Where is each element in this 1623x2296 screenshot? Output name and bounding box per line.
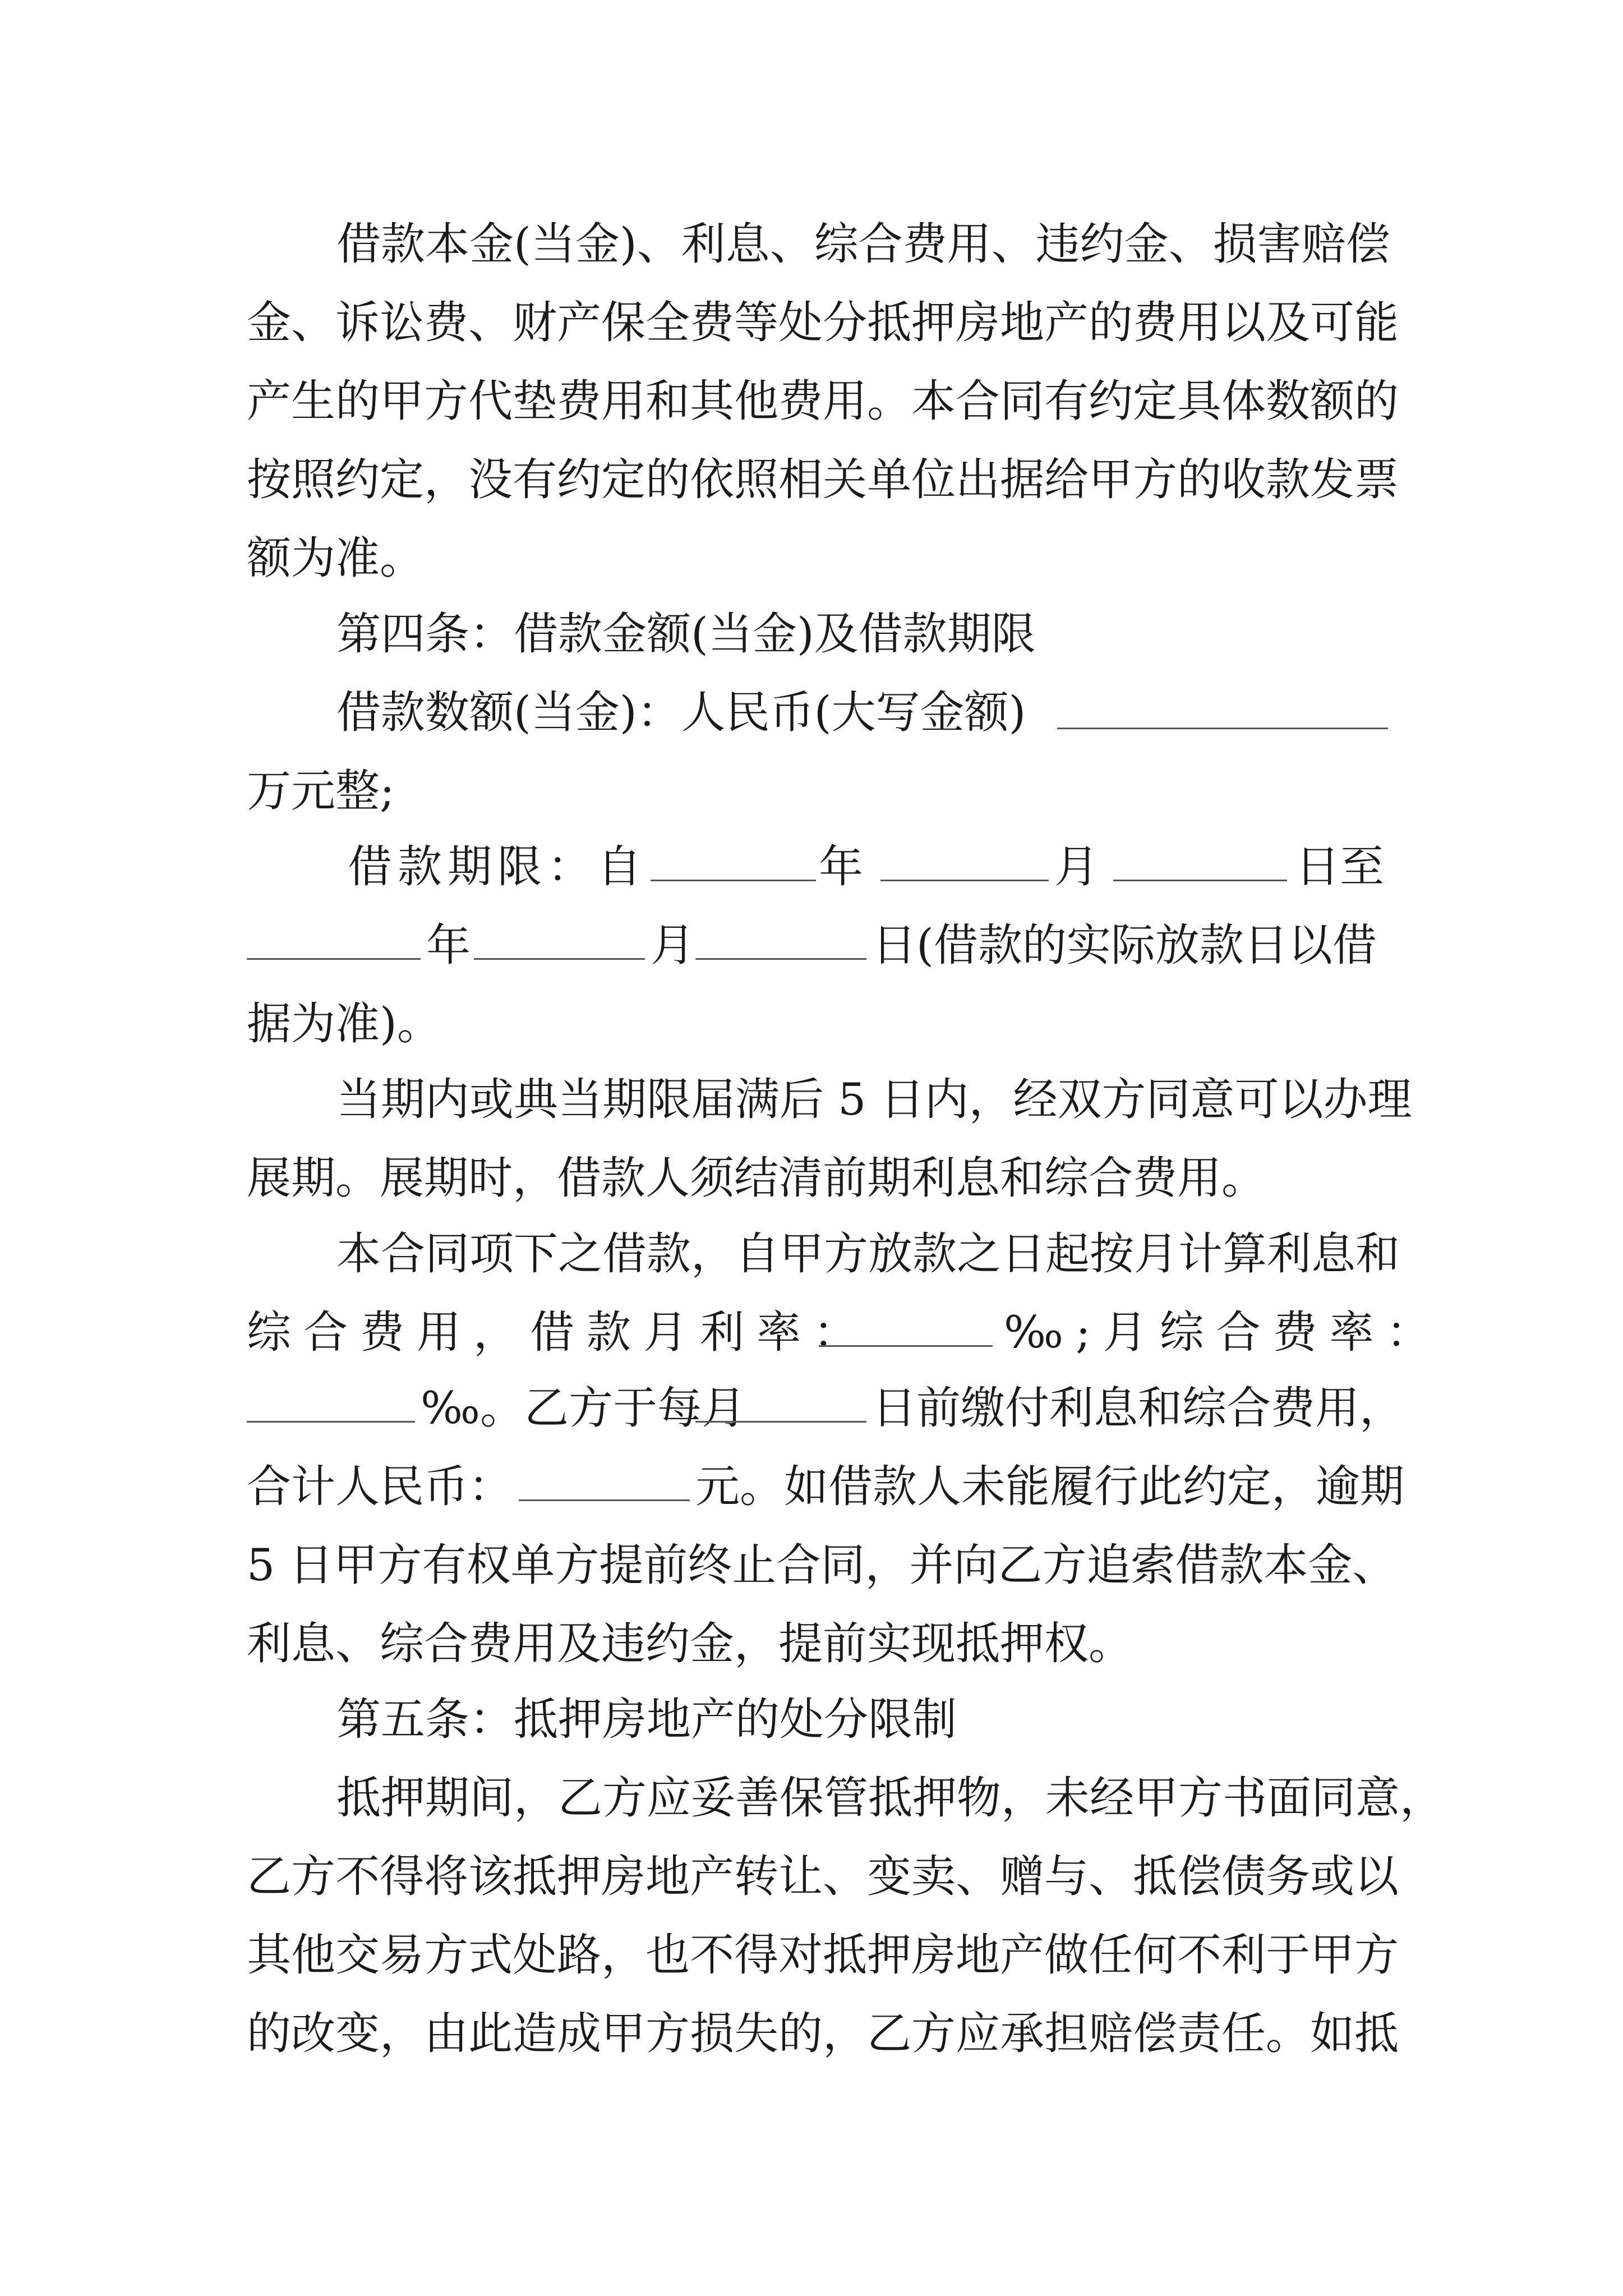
text: 金、诉讼费、财产保全费等处分抵押房地产的费用以及可能 xyxy=(247,297,1399,348)
paragraph-line xyxy=(0,1526,1623,1604)
paragraph-line xyxy=(0,1447,1623,1526)
paragraph-line xyxy=(0,362,1623,440)
text: 月 xyxy=(651,919,695,971)
text: 元。如借款人未能履行此约定，逾期 xyxy=(695,1461,1404,1512)
paragraph-line xyxy=(0,519,1623,597)
start-year-blank[interactable] xyxy=(651,880,816,881)
paragraph-line xyxy=(0,1214,1623,1293)
paragraph-line xyxy=(0,1060,1623,1139)
text: 借款本金(当金)、利息、综合费用、违约金、损害赔偿 xyxy=(336,218,1390,270)
text: 产生的甲方代垫费用和其他费用。本合同有约定具体数额的 xyxy=(247,375,1399,427)
paragraph-line xyxy=(0,1604,1623,1683)
text: ‰;月综合费率： xyxy=(1004,1306,1443,1358)
start-month-blank[interactable] xyxy=(880,880,1049,881)
monthly-rate-blank[interactable] xyxy=(819,1345,993,1347)
paragraph-line xyxy=(0,1837,1623,1916)
paragraph-line xyxy=(0,1759,1623,1837)
text: 5 日甲方有权单方提前终止合同，并向乙方追索借款本金、 xyxy=(247,1539,1397,1591)
fee-rate-blank[interactable] xyxy=(247,1421,415,1423)
text: 日前缴付利息和综合费用， xyxy=(872,1382,1404,1434)
paragraph-line xyxy=(0,1369,1623,1447)
amount-blank[interactable] xyxy=(1057,728,1388,729)
paragraph-line xyxy=(0,283,1623,362)
paragraph-line xyxy=(0,1139,1623,1217)
paragraph-line xyxy=(0,752,1623,830)
text: 的改变，由此造成甲方损失的，乙方应承担赔偿责任。如抵 xyxy=(247,2008,1399,2059)
text: 万元整; xyxy=(247,765,395,817)
text: 按照约定，没有约定的依照相关单位出据给甲方的收款发票 xyxy=(247,454,1399,505)
paragraph-line xyxy=(0,440,1623,519)
text: 其他交易方式处路，也不得对抵押房地产做任何不利于甲方 xyxy=(247,1929,1399,1981)
text: 本合同项下之借款，自甲方放款之日起按月计算利息和 xyxy=(336,1228,1400,1280)
paragraph-line xyxy=(0,1293,1623,1372)
text: 合计人民币： xyxy=(247,1461,513,1512)
paragraph-line xyxy=(0,906,1623,984)
end-month-blank[interactable] xyxy=(474,958,645,960)
heading-text: 第四条：借款金额(当金)及借款期限 xyxy=(336,608,1036,660)
start-day-blank[interactable] xyxy=(1113,880,1287,881)
paragraph-line xyxy=(0,205,1623,283)
total-amount-blank[interactable] xyxy=(519,1499,690,1501)
text: 抵押期间，乙方应妥善保管抵押物，未经甲方书面同意， xyxy=(336,1772,1444,1824)
article-heading xyxy=(0,1680,1623,1759)
text: 乙方不得将该抵押房地产转让、变卖、赠与、抵偿债务或以 xyxy=(247,1851,1399,1902)
text: 月 xyxy=(1054,841,1099,892)
text: 利息、综合费用及违约金，提前实现抵押权。 xyxy=(247,1618,1133,1669)
paragraph-line xyxy=(0,827,1623,906)
article-heading xyxy=(0,595,1623,673)
paragraph-line xyxy=(0,984,1623,1063)
end-year-blank[interactable] xyxy=(247,958,421,960)
payment-day-blank[interactable] xyxy=(695,1421,866,1423)
paragraph-line xyxy=(0,1916,1623,1994)
heading-text: 第五条：抵押房地产的处分限制 xyxy=(336,1694,957,1745)
paragraph-line xyxy=(0,1994,1623,2073)
text: 年 xyxy=(426,919,471,971)
text: 据为准)。 xyxy=(247,998,441,1050)
text: 综合费用，借款月利率： xyxy=(247,1306,870,1358)
text: 额为准。 xyxy=(247,532,424,584)
text: 借款数额(当金)：人民币(大写金额) xyxy=(336,687,1026,738)
end-day-blank[interactable] xyxy=(695,958,866,960)
text: 日至 xyxy=(1295,841,1384,892)
paragraph-line xyxy=(0,673,1623,752)
text: 借款期限：自 xyxy=(348,841,647,892)
text: 当期内或典当期限届满后 5 日内，经双方同意可以办理 xyxy=(336,1074,1412,1125)
text: 展期。展期时，借款人须结清前期利息和综合费用。 xyxy=(247,1152,1266,1204)
text: ‰。乙方于每月 xyxy=(421,1382,746,1434)
text: 年 xyxy=(819,841,863,892)
text: 日(借款的实际放款日以借 xyxy=(872,919,1377,971)
